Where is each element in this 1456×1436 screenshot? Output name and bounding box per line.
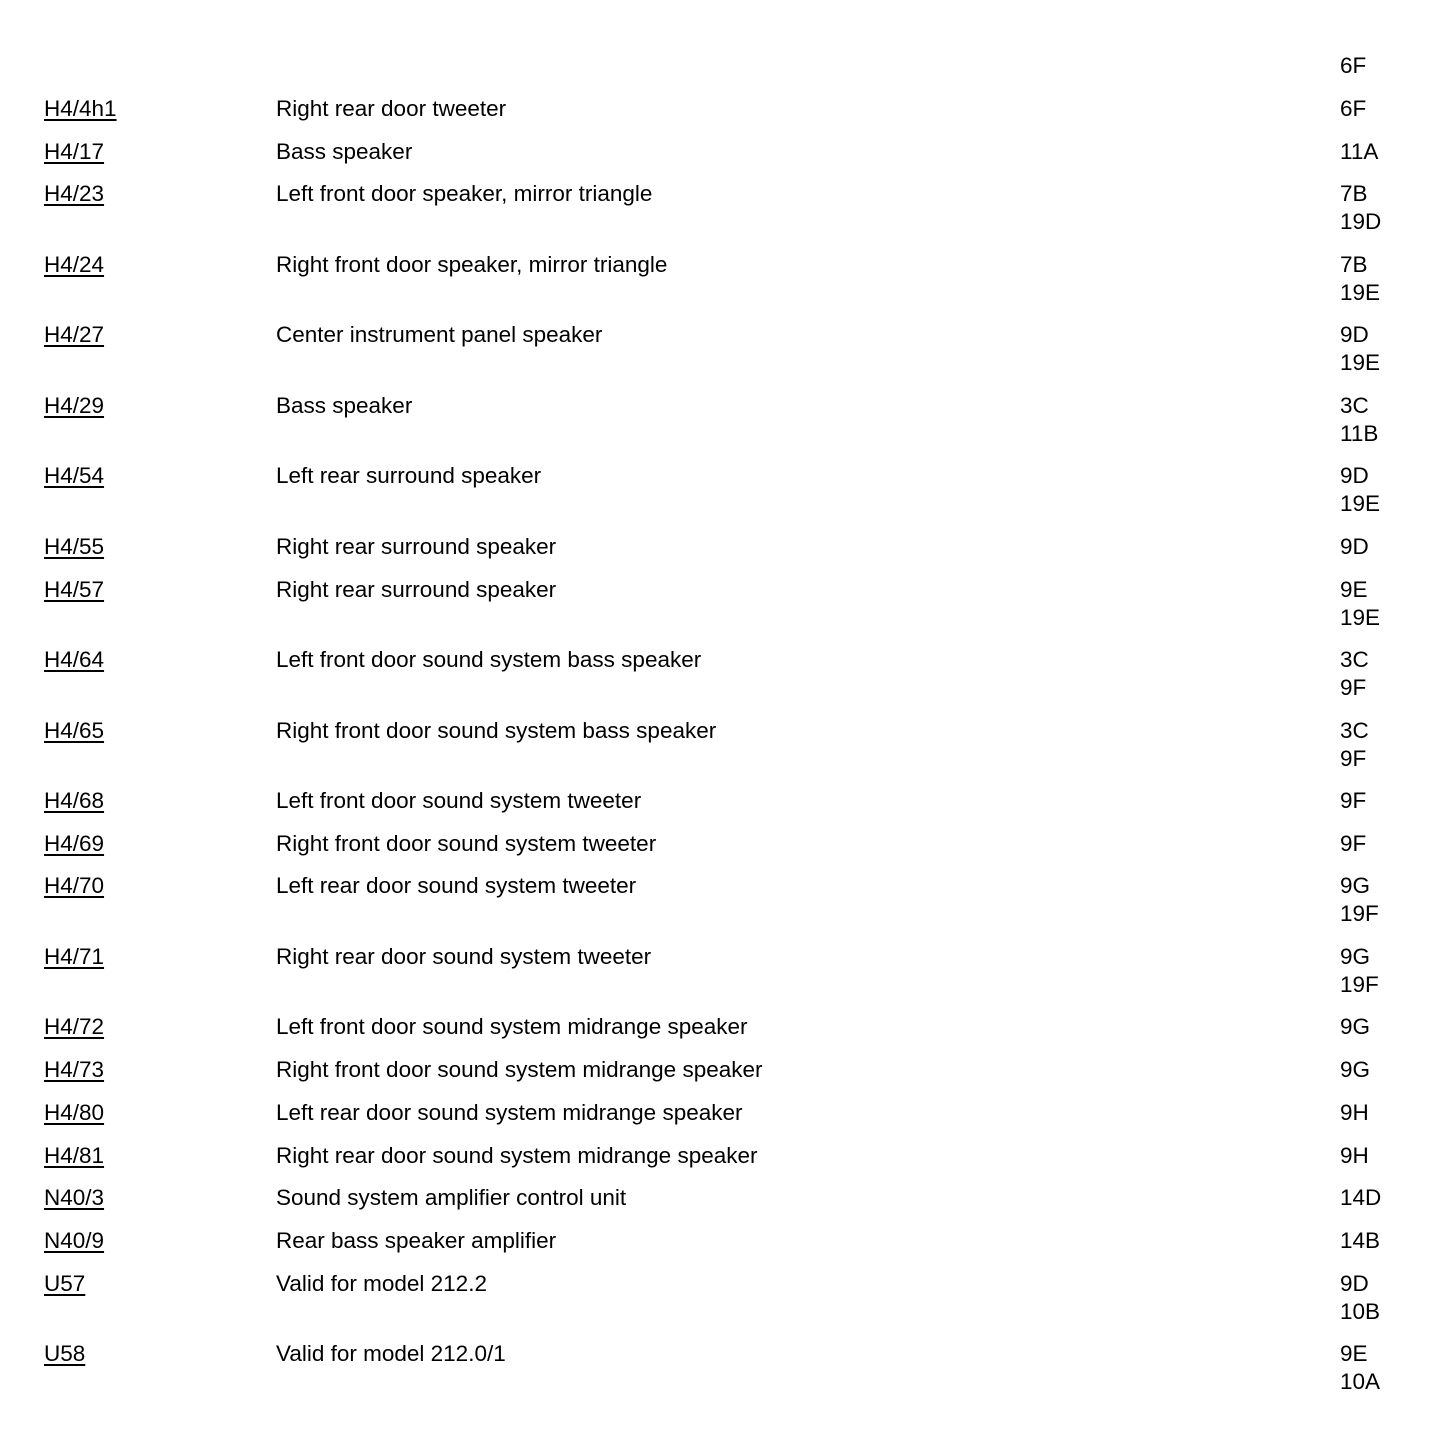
component-code-link[interactable]: H4/27 bbox=[44, 322, 105, 348]
grid-references bbox=[1340, 1056, 1370, 1084]
grid-reference: 14D bbox=[1340, 1185, 1382, 1211]
component-code-link[interactable]: N40/9 bbox=[44, 1227, 105, 1253]
grid-reference: 9G bbox=[1340, 1057, 1371, 1083]
grid-reference: 11B bbox=[1340, 420, 1379, 446]
component-row bbox=[0, 1227, 1456, 1270]
component-code-link[interactable]: H4/73 bbox=[44, 1057, 105, 1083]
component-description: Left rear door sound system midrange speaker bbox=[276, 1099, 743, 1125]
grid-reference: 9G bbox=[1340, 1014, 1371, 1040]
component-row bbox=[0, 1142, 1456, 1185]
grid-references bbox=[1340, 787, 1366, 815]
component-description: Left rear door sound system tweeter bbox=[276, 873, 637, 899]
component-row bbox=[0, 646, 1456, 717]
component-row bbox=[0, 1099, 1456, 1142]
component-code-link[interactable]: H4/17 bbox=[44, 138, 105, 164]
component-description: Right rear surround speaker bbox=[276, 533, 557, 559]
component-description: Left front door sound system tweeter bbox=[276, 788, 642, 814]
grid-reference: 9E bbox=[1340, 1341, 1368, 1367]
component-description: Bass speaker bbox=[276, 138, 413, 164]
component-description: Right rear door sound system tweeter bbox=[276, 943, 652, 969]
component-row bbox=[0, 392, 1456, 463]
component-description: Valid for model 212.2 bbox=[276, 1270, 487, 1296]
grid-reference: 9E bbox=[1340, 576, 1368, 602]
component-code-link[interactable]: H4/72 bbox=[44, 1014, 105, 1040]
component-code-link[interactable]: H4/24 bbox=[44, 251, 105, 277]
component-row bbox=[0, 95, 1456, 138]
component-description: Right front door speaker, mirror triangle bbox=[276, 251, 668, 277]
component-description: Valid for model 212.0/1 bbox=[276, 1341, 506, 1367]
grid-references bbox=[1340, 646, 1369, 702]
grid-reference: 9H bbox=[1340, 1099, 1369, 1125]
grid-reference: 10A bbox=[1340, 1369, 1381, 1395]
component-description: Right rear surround speaker bbox=[276, 576, 557, 602]
grid-reference: 19E bbox=[1340, 491, 1381, 517]
component-code-link[interactable]: U57 bbox=[44, 1270, 86, 1296]
component-code-link[interactable]: H4/54 bbox=[44, 463, 105, 489]
component-description: Center instrument panel speaker bbox=[276, 322, 603, 348]
component-code-link[interactable]: H4/81 bbox=[44, 1142, 105, 1168]
component-description: Right front door sound system tweeter bbox=[276, 830, 657, 856]
grid-reference: 6F bbox=[1340, 96, 1367, 121]
component-description: Sound system amplifier control unit bbox=[276, 1185, 627, 1211]
component-code-link[interactable]: H4/70 bbox=[44, 873, 105, 899]
component-row bbox=[0, 787, 1456, 830]
component-row bbox=[0, 1340, 1456, 1411]
component-code-link[interactable]: H4/71 bbox=[44, 943, 105, 969]
component-row bbox=[0, 321, 1456, 392]
grid-reference: 9D bbox=[1340, 322, 1369, 348]
grid-reference: 19D bbox=[1340, 209, 1382, 235]
component-code-link[interactable]: H4/68 bbox=[44, 788, 105, 814]
component-row bbox=[0, 1270, 1456, 1341]
grid-references bbox=[1340, 717, 1369, 773]
grid-reference: 9D bbox=[1340, 463, 1369, 489]
grid-reference: 3C bbox=[1340, 647, 1369, 673]
component-code-link[interactable]: N40/3 bbox=[44, 1185, 105, 1211]
grid-reference: 11A bbox=[1340, 138, 1379, 164]
component-code-link[interactable]: H4/4h1 bbox=[44, 96, 117, 121]
grid-references bbox=[1340, 138, 1378, 166]
component-code-link[interactable]: H4/65 bbox=[44, 717, 105, 743]
grid-references bbox=[1340, 1013, 1370, 1041]
grid-reference: 10B bbox=[1340, 1298, 1381, 1324]
grid-references bbox=[1340, 830, 1366, 858]
grid-references bbox=[1340, 251, 1380, 307]
component-row bbox=[0, 1184, 1456, 1227]
component-description: Right front door sound system midrange speaker bbox=[276, 1057, 763, 1083]
component-code-link[interactable]: H4/29 bbox=[44, 392, 105, 418]
grid-reference: 9D bbox=[1340, 533, 1369, 559]
component-description: Rear bass speaker amplifier bbox=[276, 1227, 557, 1253]
component-row bbox=[0, 1056, 1456, 1099]
grid-references bbox=[1340, 1184, 1381, 1212]
component-row bbox=[0, 576, 1456, 647]
grid-reference: 7B bbox=[1340, 181, 1368, 207]
grid-reference: 3C bbox=[1340, 717, 1369, 743]
component-code-link[interactable]: H4/80 bbox=[44, 1099, 105, 1125]
grid-references bbox=[1340, 533, 1369, 561]
grid-references bbox=[1340, 1270, 1380, 1326]
component-description: Right rear door tweeter bbox=[276, 96, 507, 121]
component-row bbox=[0, 872, 1456, 943]
component-description: Left front door sound system bass speaker bbox=[276, 647, 702, 673]
grid-references bbox=[1340, 95, 1366, 123]
grid-reference: 19E bbox=[1340, 350, 1381, 376]
grid-reference: 7B bbox=[1340, 251, 1368, 277]
grid-references bbox=[1340, 392, 1378, 448]
grid-references bbox=[1340, 321, 1380, 377]
component-description: Left front door sound system midrange speaker bbox=[276, 1014, 748, 1040]
grid-reference: 9G bbox=[1340, 873, 1371, 899]
component-code-link[interactable]: H4/55 bbox=[44, 533, 105, 559]
component-row bbox=[0, 943, 1456, 1014]
component-description: Right rear door sound system midrange speaker bbox=[276, 1142, 758, 1168]
component-code-link[interactable]: H4/23 bbox=[44, 181, 105, 207]
component-row bbox=[0, 830, 1456, 873]
grid-reference: 3C bbox=[1340, 392, 1369, 418]
grid-reference: 19E bbox=[1340, 279, 1381, 305]
grid-reference: 19F bbox=[1340, 971, 1379, 997]
component-description: Bass speaker bbox=[276, 392, 413, 418]
grid-references bbox=[1340, 872, 1379, 928]
grid-references bbox=[1340, 180, 1381, 236]
component-row bbox=[0, 138, 1456, 181]
grid-references bbox=[1340, 1099, 1369, 1127]
continued-grid-ref: 6F bbox=[1340, 53, 1367, 78]
component-description: Left front door speaker, mirror triangle bbox=[276, 181, 653, 207]
grid-reference: 19F bbox=[1340, 901, 1379, 927]
component-row bbox=[0, 462, 1456, 533]
grid-references bbox=[1340, 943, 1379, 999]
grid-reference: 9G bbox=[1340, 943, 1371, 969]
component-code-link[interactable]: H4/69 bbox=[44, 830, 105, 856]
component-code-link[interactable]: H4/64 bbox=[44, 647, 105, 673]
grid-reference: 9F bbox=[1340, 830, 1367, 856]
grid-references bbox=[1340, 1142, 1369, 1170]
component-code-link[interactable]: H4/57 bbox=[44, 576, 105, 602]
grid-references bbox=[1340, 576, 1380, 632]
component-list bbox=[0, 95, 1456, 1411]
grid-references bbox=[1340, 462, 1380, 518]
component-code-link[interactable]: U58 bbox=[44, 1341, 86, 1367]
grid-reference: 19E bbox=[1340, 604, 1381, 630]
component-row bbox=[0, 1013, 1456, 1056]
component-row bbox=[0, 251, 1456, 322]
grid-references bbox=[1340, 1340, 1380, 1396]
grid-reference: 9F bbox=[1340, 745, 1367, 771]
component-row bbox=[0, 533, 1456, 576]
grid-reference: 9D bbox=[1340, 1270, 1369, 1296]
grid-reference: 9F bbox=[1340, 788, 1367, 814]
grid-references bbox=[1340, 1227, 1380, 1255]
grid-reference: 14B bbox=[1340, 1227, 1381, 1253]
component-description: Left rear surround speaker bbox=[276, 463, 542, 489]
grid-reference: 9F bbox=[1340, 675, 1367, 701]
component-row bbox=[0, 180, 1456, 251]
component-row bbox=[0, 717, 1456, 788]
grid-reference: 9H bbox=[1340, 1142, 1369, 1168]
component-description: Right front door sound system bass speaker bbox=[276, 717, 717, 743]
